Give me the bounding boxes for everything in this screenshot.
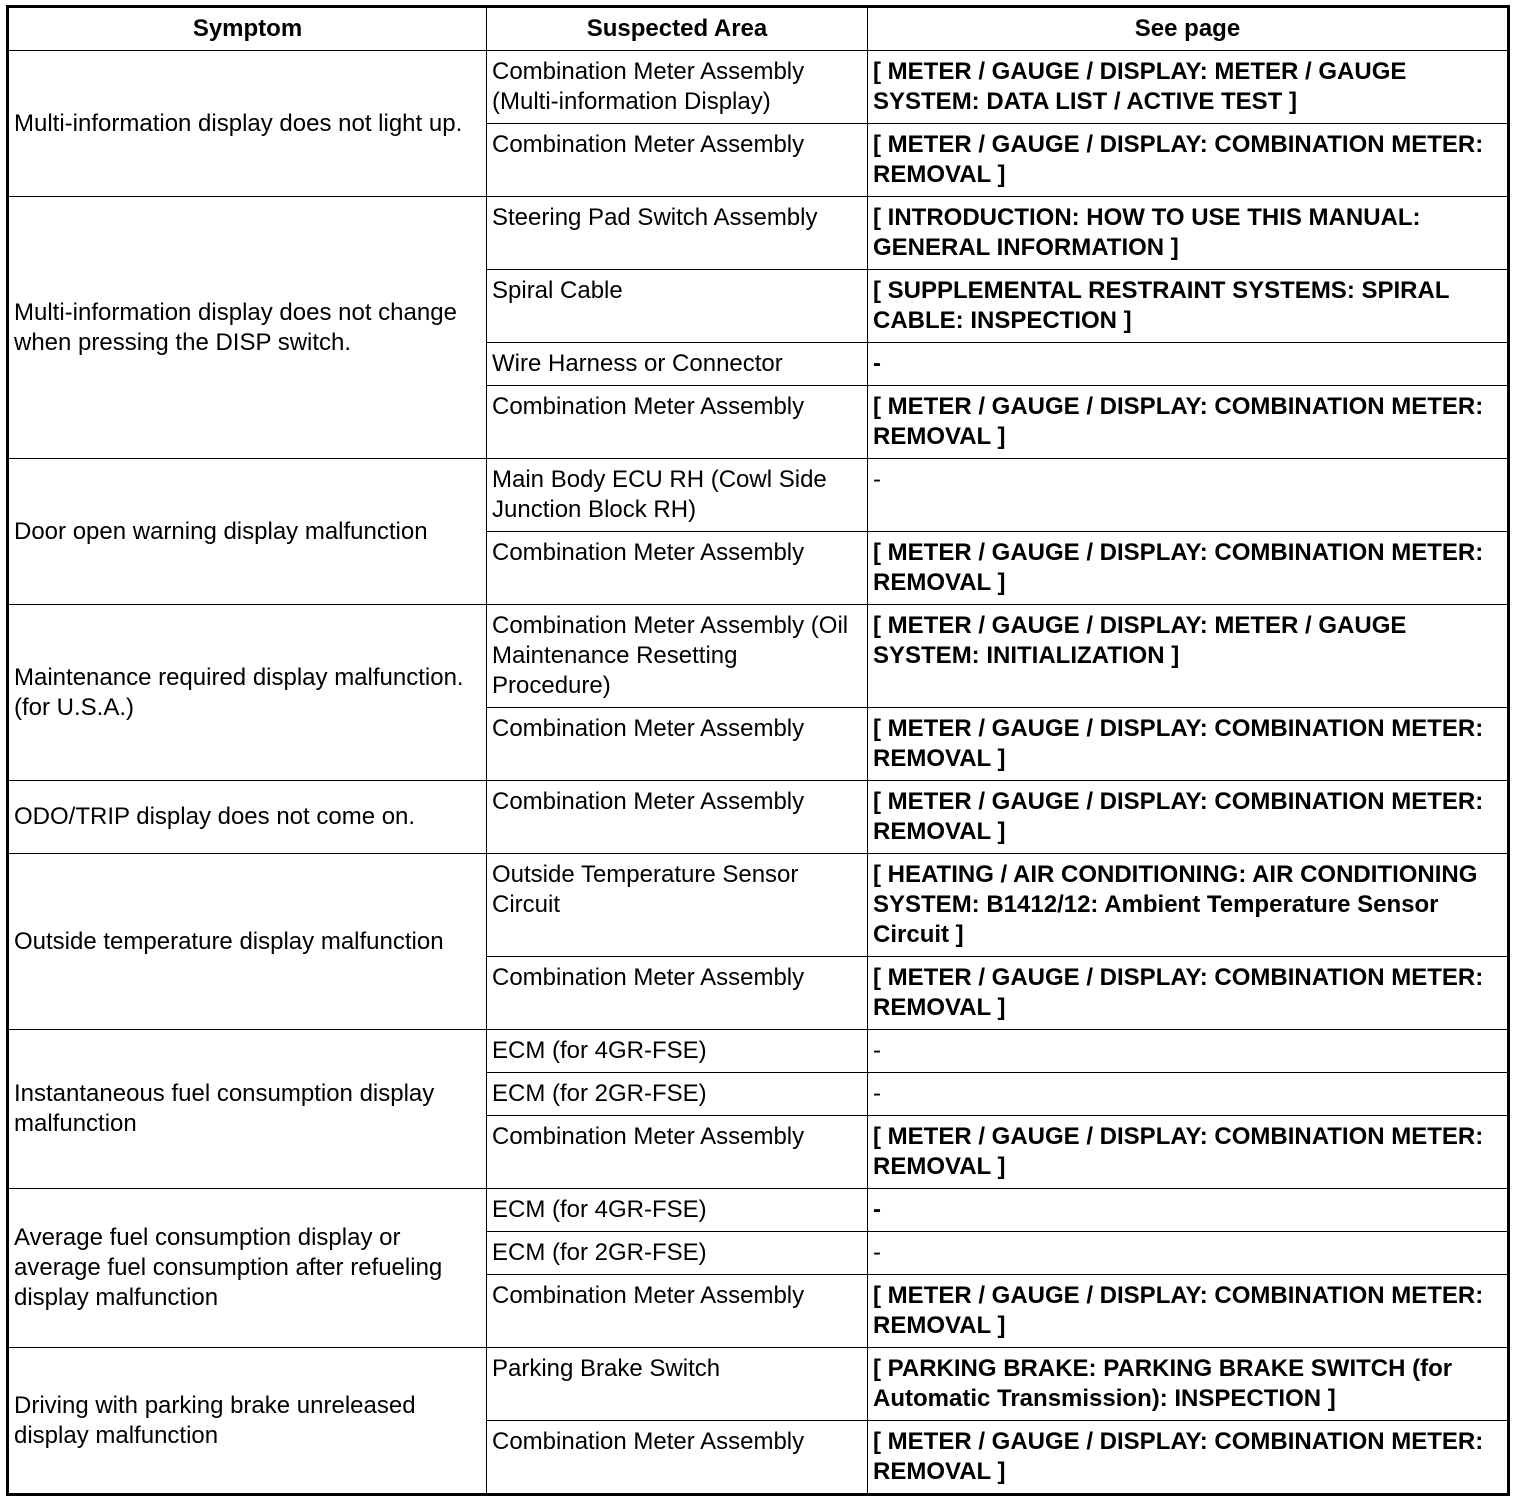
see-page-cell: [ METER / GAUGE / DISPLAY: METER / GAUGE SYSTEM: DATA LIST / ACTIVE TEST ] xyxy=(868,51,1509,124)
suspected-area-cell: ECM (for 2GR-FSE) xyxy=(487,1073,868,1116)
suspected-area-cell: Combination Meter Assembly xyxy=(487,1116,868,1189)
symptom-cell: Driving with parking brake unreleased display malfunction xyxy=(8,1348,487,1495)
see-page-cell: [ SUPPLEMENTAL RESTRAINT SYSTEMS: SPIRAL CABLE: INSPECTION ] xyxy=(868,270,1509,343)
suspected-area-cell: Main Body ECU RH (Cowl Side Junction Block RH) xyxy=(487,459,868,532)
symptom-table xyxy=(6,5,1510,1496)
header-suspected-area: Suspected Area xyxy=(487,7,868,51)
symptom-cell: Average fuel consumption display or average fuel consumption after refueling display malfunction xyxy=(8,1189,487,1348)
header-see-page: See page xyxy=(868,7,1509,51)
see-page-cell: - xyxy=(868,343,1509,386)
symptom-cell: Maintenance required display malfunction. (for U.S.A.) xyxy=(8,605,487,781)
table-row xyxy=(8,1348,1509,1421)
symptom-cell: Multi-information display does not light up. xyxy=(8,51,487,197)
see-page-cell: - xyxy=(868,459,1509,532)
header-row xyxy=(8,7,1509,51)
see-page-cell: [ PARKING BRAKE: PARKING BRAKE SWITCH (for Automatic Transmission): INSPECTION ] xyxy=(868,1348,1509,1421)
suspected-area-cell: Combination Meter Assembly xyxy=(487,1421,868,1495)
symptom-cell: Multi-information display does not change when pressing the DISP switch. xyxy=(8,197,487,459)
table-row xyxy=(8,1189,1509,1232)
see-page-cell: [ METER / GAUGE / DISPLAY: COMBINATION METER: REMOVAL ] xyxy=(868,1421,1509,1495)
see-page-cell: [ METER / GAUGE / DISPLAY: COMBINATION METER: REMOVAL ] xyxy=(868,532,1509,605)
see-page-cell: [ METER / GAUGE / DISPLAY: COMBINATION METER: REMOVAL ] xyxy=(868,1275,1509,1348)
see-page-cell: [ METER / GAUGE / DISPLAY: COMBINATION METER: REMOVAL ] xyxy=(868,124,1509,197)
table-row xyxy=(8,459,1509,532)
suspected-area-cell: Outside Temperature Sensor Circuit xyxy=(487,854,868,957)
table-row xyxy=(8,51,1509,124)
suspected-area-cell: Steering Pad Switch Assembly xyxy=(487,197,868,270)
suspected-area-cell: Combination Meter Assembly xyxy=(487,708,868,781)
suspected-area-cell: Combination Meter Assembly (Oil Maintenance Resetting Procedure) xyxy=(487,605,868,708)
suspected-area-cell: Combination Meter Assembly xyxy=(487,1275,868,1348)
suspected-area-cell: ECM (for 4GR-FSE) xyxy=(487,1189,868,1232)
suspected-area-cell: Parking Brake Switch xyxy=(487,1348,868,1421)
suspected-area-cell: Combination Meter Assembly xyxy=(487,781,868,854)
header-symptom: Symptom xyxy=(8,7,487,51)
suspected-area-cell: Wire Harness or Connector xyxy=(487,343,868,386)
suspected-area-cell: ECM (for 2GR-FSE) xyxy=(487,1232,868,1275)
suspected-area-cell: Combination Meter Assembly xyxy=(487,532,868,605)
symptom-cell: Instantaneous fuel consumption display malfunction xyxy=(8,1030,487,1189)
see-page-cell: [ METER / GAUGE / DISPLAY: COMBINATION METER: REMOVAL ] xyxy=(868,1116,1509,1189)
see-page-cell: [ METER / GAUGE / DISPLAY: COMBINATION METER: REMOVAL ] xyxy=(868,386,1509,459)
table-body xyxy=(8,51,1509,1495)
see-page-cell: [ METER / GAUGE / DISPLAY: COMBINATION METER: REMOVAL ] xyxy=(868,708,1509,781)
symptom-cell: ODO/TRIP display does not come on. xyxy=(8,781,487,854)
see-page-cell: [ INTRODUCTION: HOW TO USE THIS MANUAL: GENERAL INFORMATION ] xyxy=(868,197,1509,270)
suspected-area-cell: ECM (for 4GR-FSE) xyxy=(487,1030,868,1073)
see-page-cell: - xyxy=(868,1030,1509,1073)
symptom-cell: Door open warning display malfunction xyxy=(8,459,487,605)
see-page-cell: [ METER / GAUGE / DISPLAY: COMBINATION METER: REMOVAL ] xyxy=(868,781,1509,854)
see-page-cell: [ HEATING / AIR CONDITIONING: AIR CONDITIONING SYSTEM: B1412/12: Ambient Temperature Sensor Circuit ] xyxy=(868,854,1509,957)
suspected-area-cell: Combination Meter Assembly xyxy=(487,386,868,459)
see-page-cell: - xyxy=(868,1232,1509,1275)
table-row xyxy=(8,197,1509,270)
table-row xyxy=(8,854,1509,957)
see-page-cell: [ METER / GAUGE / DISPLAY: COMBINATION METER: REMOVAL ] xyxy=(868,957,1509,1030)
suspected-area-cell: Combination Meter Assembly xyxy=(487,957,868,1030)
table-row xyxy=(8,605,1509,708)
see-page-cell: [ METER / GAUGE / DISPLAY: METER / GAUGE SYSTEM: INITIALIZATION ] xyxy=(868,605,1509,708)
suspected-area-cell: Combination Meter Assembly (Multi-information Display) xyxy=(487,51,868,124)
symptom-cell: Outside temperature display malfunction xyxy=(8,854,487,1030)
table-row xyxy=(8,781,1509,854)
table-row xyxy=(8,1030,1509,1073)
suspected-area-cell: Spiral Cable xyxy=(487,270,868,343)
see-page-cell: - xyxy=(868,1189,1509,1232)
see-page-cell: - xyxy=(868,1073,1509,1116)
suspected-area-cell: Combination Meter Assembly xyxy=(487,124,868,197)
